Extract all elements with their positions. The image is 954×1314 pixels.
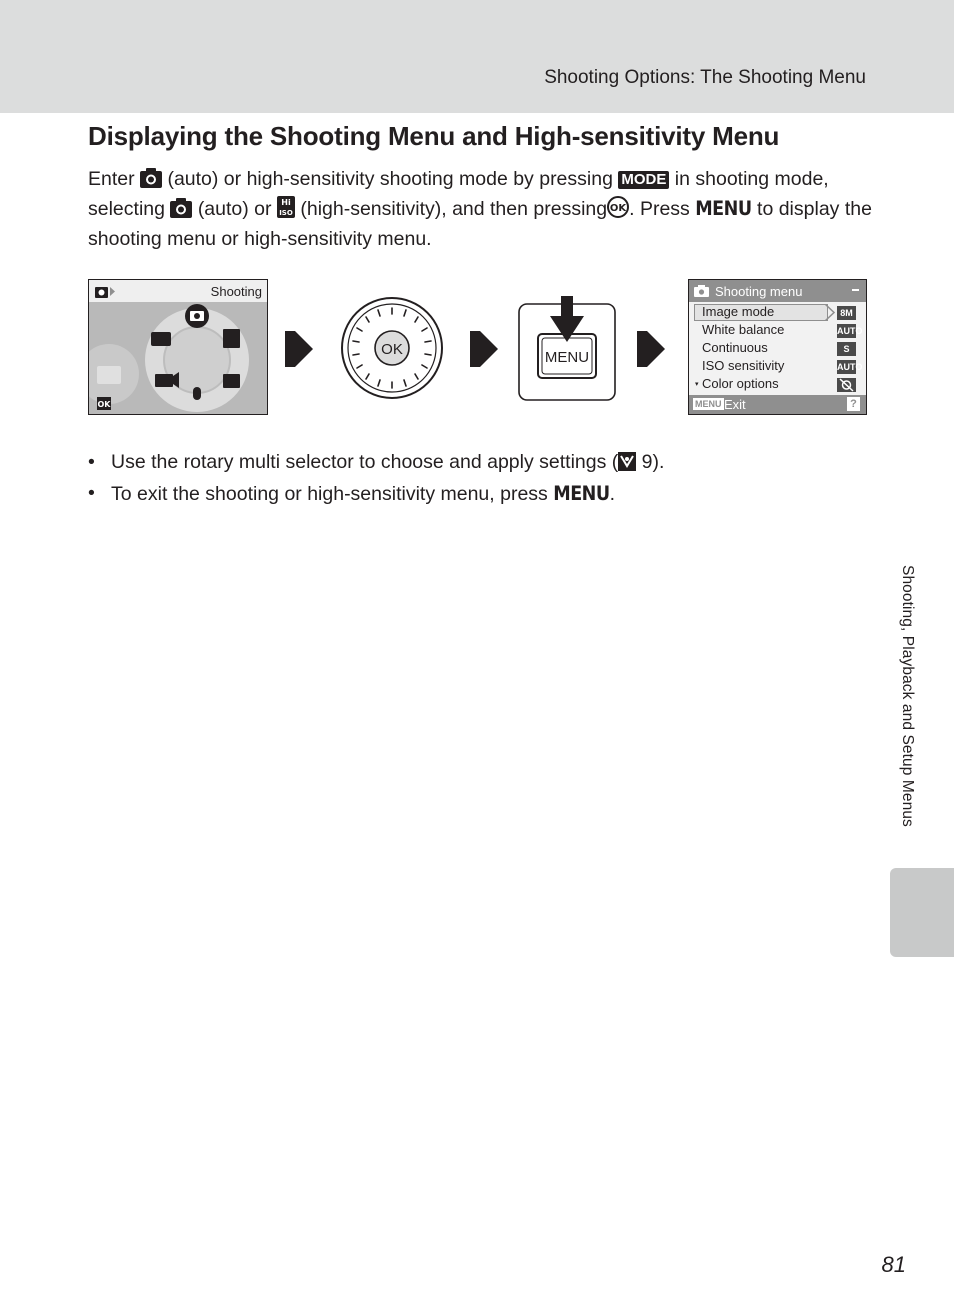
camera-auto-icon <box>170 198 192 218</box>
menu-item-image-mode[interactable]: Image mode <box>702 304 775 319</box>
arrow-right-icon <box>637 329 665 369</box>
page-reference-icon <box>618 451 636 471</box>
intro-paragraph <box>88 164 878 254</box>
list-item <box>88 478 664 510</box>
menu-key-press <box>518 296 616 402</box>
menu-item-iso-sensitivity[interactable]: ISO sensitivity <box>702 358 785 373</box>
intro-text: (auto) or <box>197 198 272 220</box>
single-shot-icon: S <box>837 342 856 356</box>
auto-icon: AUTO <box>837 362 863 372</box>
bullet-text: To exit the shooting or high-sensitivity menu, press <box>111 483 548 505</box>
side-tab-label: Shooting, Playback and Setup Menus <box>899 565 916 827</box>
camera-icon <box>95 285 117 298</box>
arrow-right-icon <box>470 329 498 369</box>
camera-auto-icon <box>140 168 162 188</box>
scroll-indicator-icon <box>852 289 859 291</box>
menu-key-badge: MENU <box>695 399 722 409</box>
menu-title-bar <box>689 280 866 302</box>
menu-footer-bar <box>689 395 866 414</box>
color-off-icon <box>837 378 856 392</box>
camera-icon <box>694 285 709 297</box>
menu-button-icon: MENU <box>695 197 752 220</box>
running-header: Shooting Options: The Shooting Menu <box>544 67 866 88</box>
exit-label: Exit <box>724 397 746 412</box>
menu-item-continuous[interactable]: Continuous <box>702 340 768 355</box>
menu-item-color-options[interactable]: Color options <box>702 376 779 391</box>
menu-key-label: MENU <box>544 349 590 366</box>
ok-button-icon <box>607 196 629 218</box>
intro-text: (auto) or high-sensitivity shooting mode by pressing <box>167 168 613 190</box>
auto-icon: AUTO <box>837 326 863 336</box>
intro-text: (high-sensitivity), and then pressing <box>300 198 608 220</box>
menu-item-white-balance[interactable]: White balance <box>702 322 785 337</box>
intro-text: Enter <box>88 168 135 190</box>
chevron-right-icon <box>825 304 835 321</box>
side-tab <box>890 868 954 957</box>
arrow-right-icon <box>285 329 313 369</box>
page-number: 81 <box>881 1252 906 1277</box>
list-item <box>88 447 664 478</box>
page-reference[interactable]: 9). <box>641 451 665 473</box>
bullet-list <box>88 447 664 510</box>
help-icon: ? <box>847 397 860 411</box>
shooting-menu-screen <box>688 279 867 415</box>
high-iso-icon <box>277 196 295 218</box>
bullet-text: Use the rotary multi selector to choose and apply settings ( <box>111 451 619 473</box>
section-heading: Displaying the Shooting Menu and High-sensitivity Menu <box>88 121 780 151</box>
intro-text: in shooting mode, selecting <box>88 168 829 220</box>
rotary-multi-selector <box>340 296 444 400</box>
image-mode-icon: 8M <box>837 306 856 320</box>
scroll-down-icon: ▾ <box>695 381 699 388</box>
mode-selection-screen <box>88 279 268 415</box>
intro-text: to display the shooting menu or high-sensitivity menu. <box>88 198 872 250</box>
mode-button-icon: MODE <box>618 171 669 189</box>
menu-title: Shooting menu <box>715 284 803 299</box>
svg-text:Hi: Hi <box>281 198 291 207</box>
menu-button-icon: MENU <box>553 482 610 505</box>
screen-title: Shooting <box>210 284 262 299</box>
bullet-text: . <box>609 483 616 505</box>
svg-text:OK: OK <box>609 203 627 214</box>
ok-button-label: OK <box>381 341 403 358</box>
intro-text: . Press <box>629 198 690 220</box>
svg-text:OK: OK <box>97 400 111 409</box>
svg-text:ISO: ISO <box>279 209 293 217</box>
header-band <box>0 0 954 113</box>
mode-wheel <box>89 302 267 414</box>
